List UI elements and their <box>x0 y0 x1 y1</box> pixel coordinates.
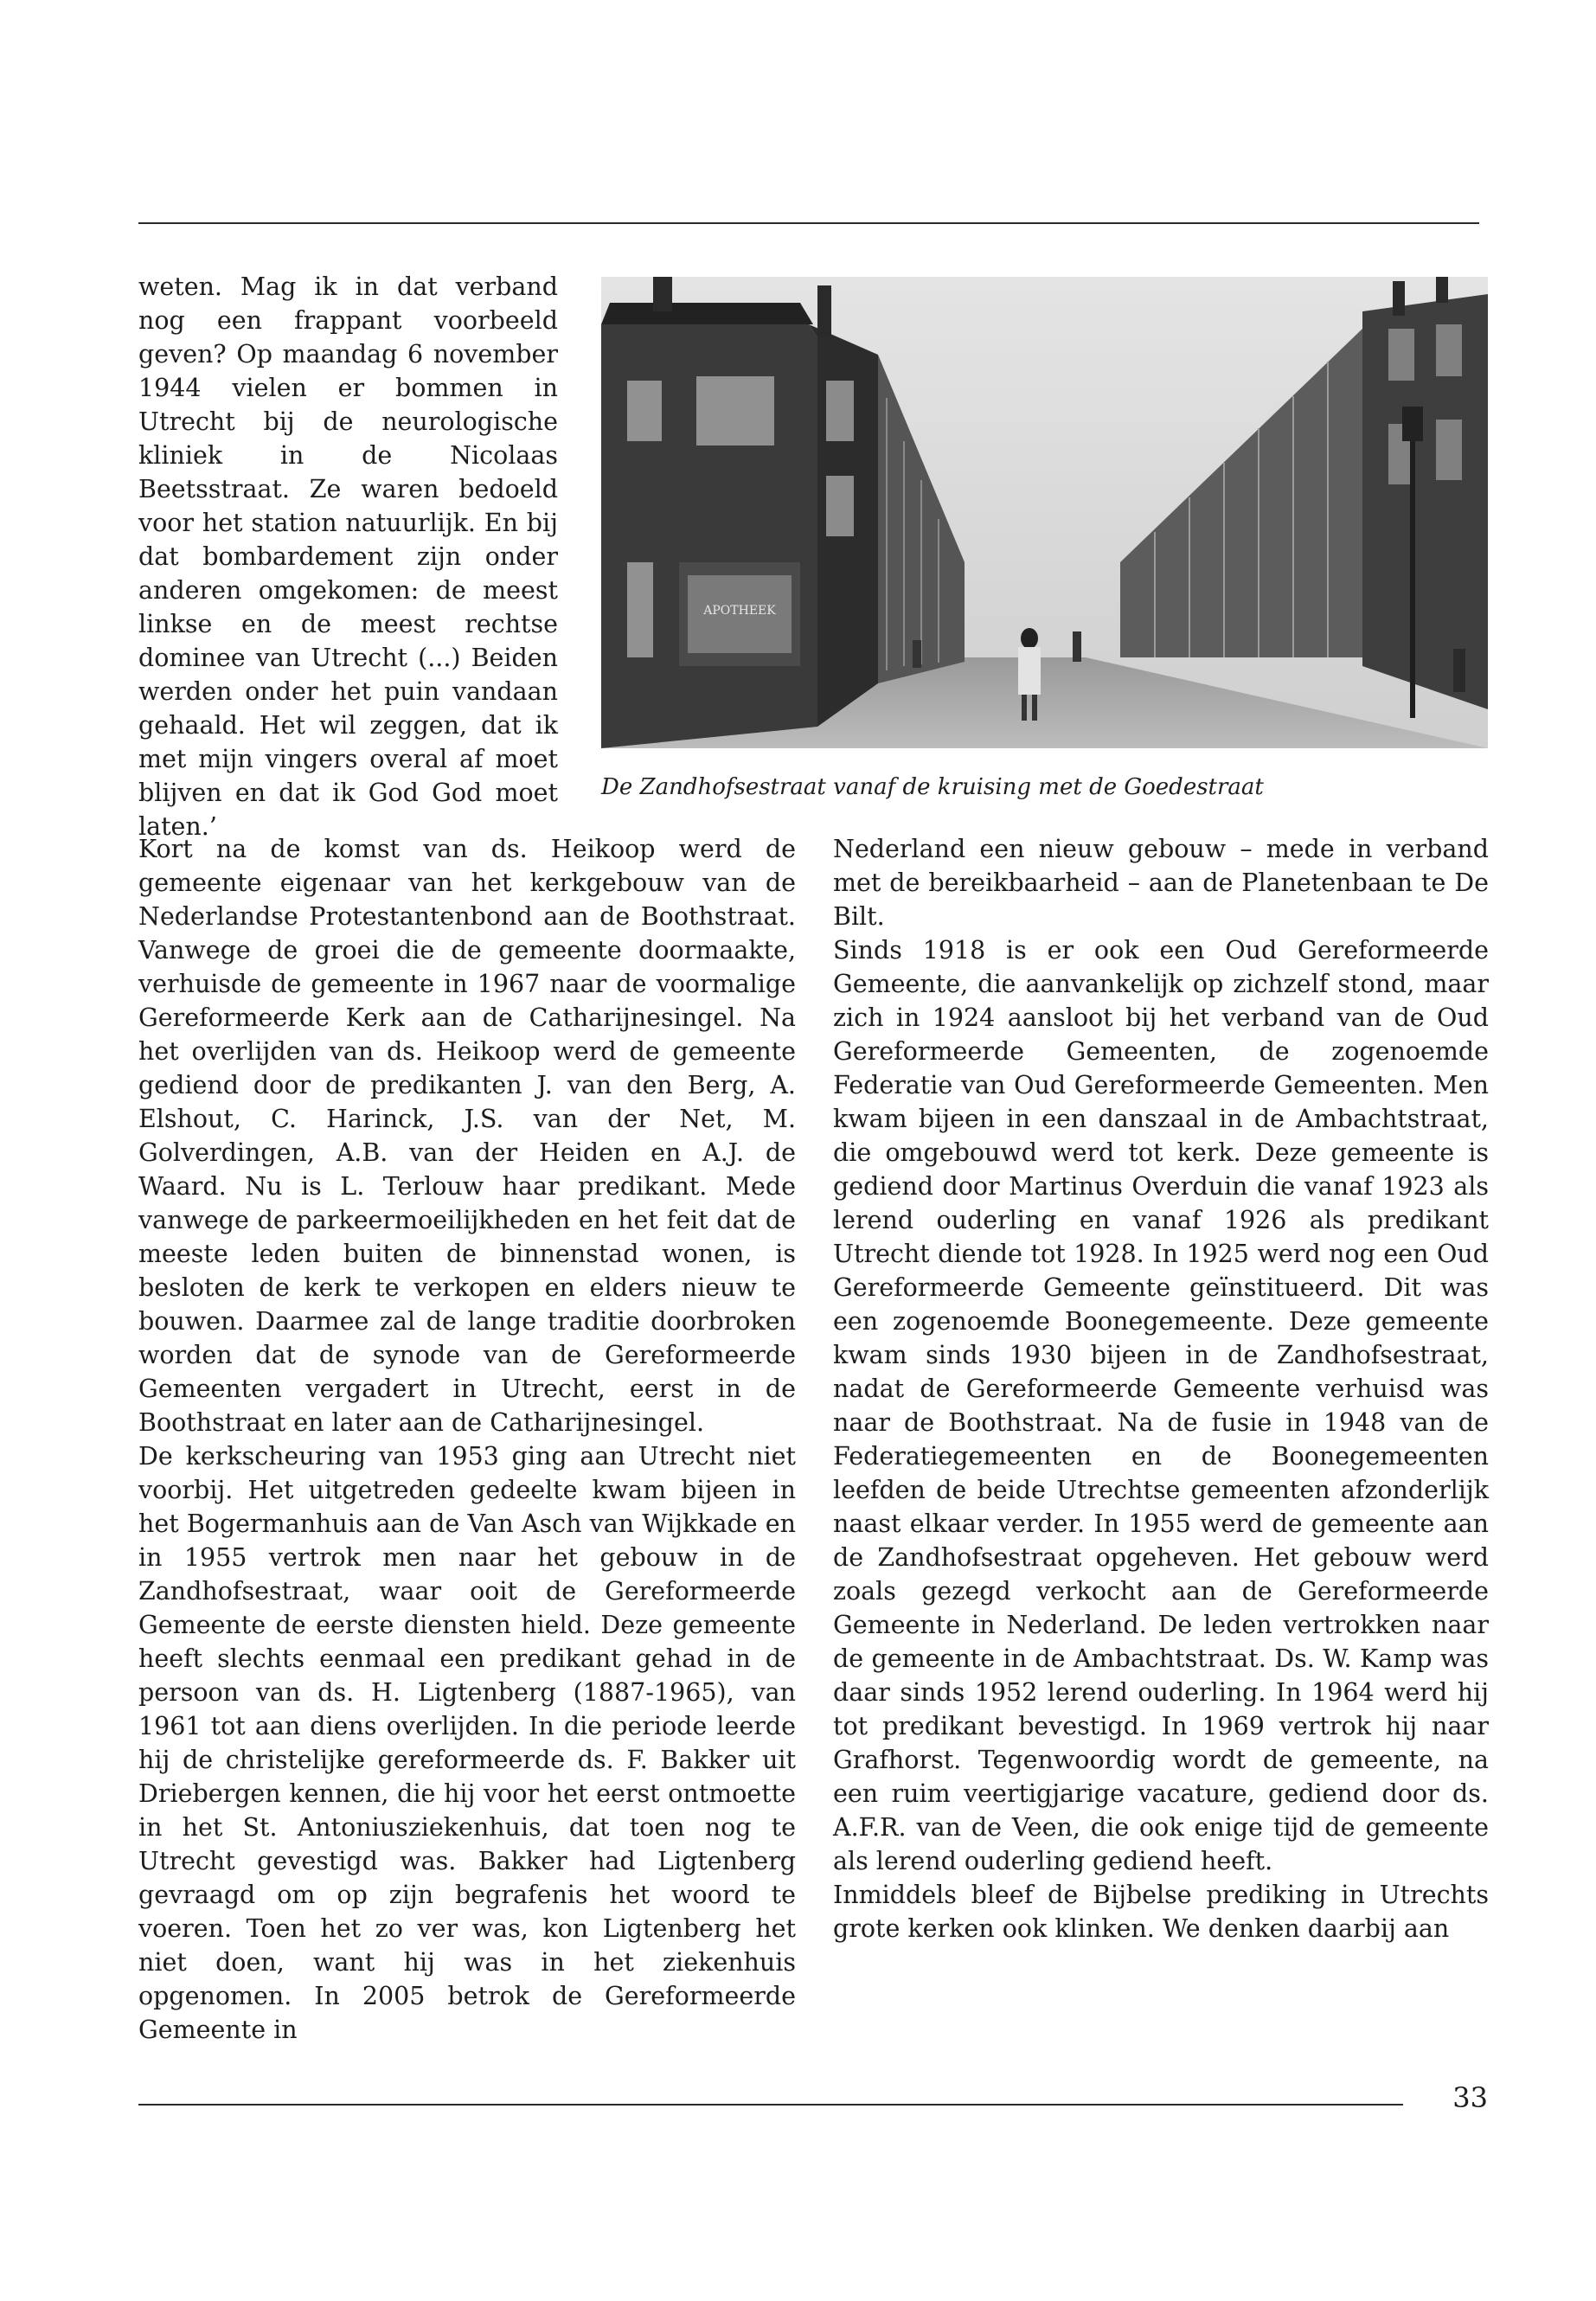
paragraph: Kort na de komst van ds. Heikoop werd de gemeente eigenaar van het kerkgebouw van de Nederlandse Protestantenbond aan de Boothstraat. Vanwege de groei die de gemeente doormaakte, verhuisde de gemeente in 1967 naar de voormalige Gereformeerde Kerk aan de Catharijnesingel. Na het overlijden van ds. Heikoop werd de gemeente gediend door de predikanten J. van den Berg, A. Elshout, C. Harinck, J.S. van der Net, M. Golverdingen, A.B. van der Heiden en A.J. de Waard. Nu is L. Terlouw haar predikant. Mede vanwege de parkeermoeilijkheden en het feit dat de meeste leden buiten de binnenstad wonen, is besloten de kerk te verkopen en elders nieuw te bouwen. Daarmee zal de lange traditie doorbroken worden dat de synode van de Gereformeerde Gemeenten vergadert in Utrecht, eerst in de Boothstraat en later aan de Catharijnesingel. <box>138 835 796 1437</box>
top-left-text-column <box>138 270 558 843</box>
left-text-column <box>138 832 796 2047</box>
shop-sign: APOTHEEK <box>703 604 776 618</box>
street-photo <box>601 277 1488 748</box>
right-text-column <box>833 832 1489 1945</box>
photo-caption: De Zandhofsestraat vanaf de kruising met de Goedestraat <box>601 774 1264 800</box>
paragraph: weten. Mag ik in dat verband nog een frappant voorbeeld geven? Op maandag 6 november 1944 vielen er bommen in Utrecht bij de neurologische kliniek in de Nicolaas Beetsstraat. Ze waren bedoeld voor het station natuurlijk. En bij dat bombardement zijn onder anderen omgekomen: de meest linkse en de meest rechtse dominee van Utrecht (...) Beiden werden onder het puin vandaan gehaald. Het wil zeggen, dat ik met mijn vingers overal af moet blijven en dat ik God God moet laten.’ <box>138 272 558 841</box>
bottom-rule <box>138 2104 1403 2106</box>
paragraph: Nederland een nieuw gebouw – mede in verband met de bereikbaarheid – aan de Planetenbaan te De Bilt. <box>833 835 1489 931</box>
paragraph: Inmiddels bleef de Bijbelse prediking in Utrechts grote kerken ook klinken. We denken daarbij aan <box>833 1881 1489 1943</box>
top-rule <box>138 222 1479 224</box>
paragraph: Sinds 1918 is er ook een Oud Gereformeerde Gemeente, die aanvankelijk op zichzelf stond, maar zich in 1924 aansloot bij het verband van de Oud Gereformeerde Gemeenten, de zogenoemde Federatie van Oud Gereformeerde Gemeenten. Men kwam bijeen in een danszaal in de Ambachtstraat, die omgebouwd werd tot kerk. Deze gemeente is gediend door Martinus Overduin die vanaf 1923 als lerend ouderling en vanaf 1926 als predikant Utrecht diende tot 1928. In 1925 werd nog een Oud Gereformeerde Gemeente geïnstitueerd. Dit was een zogenoemde Boonegemeente. Deze gemeente kwam sinds 1930 bijeen in de Zandhofsestraat, nadat de Gereformeerde Gemeente verhuisd was naar de Boothstraat. Na de fusie in 1948 van de Federatiegemeenten en de Boonegemeenten leefden de beide Utrechtse gemeenten afzonderlijk naast elkaar verder. In 1955 werd de gemeente aan de Zandhofsestraat opgeheven. Het gebouw werd zoals gezegd verkocht aan de Gereformeerde Gemeente in Nederland. De leden vertrokken naar de gemeente in de Ambachtstraat. Ds. W. Kamp was daar sinds 1952 lerend ouderling. In 1964 werd hij tot predikant bevestigd. In 1969 vertrok hij naar Grafhorst. Tegenwoordig wordt de gemeente, na een ruim veertigjarige vacature, gediend door ds. A.F.R. van de Veen, die ook enige tijd de gemeente als lerend ouderling gediend heeft. <box>833 936 1489 1875</box>
paragraph: De kerkscheuring van 1953 ging aan Utrecht niet voorbij. Het uitgetreden gedeelte kwam bijeen in het Bogermanhuis aan de Van Asch van Wijkkade en in 1955 vertrok men naar het gebouw in de Zandhofsestraat, waar ooit de Gereformeerde Gemeente de eerste diensten hield. Deze gemeente heeft slechts eenmaal een predikant gehad in de persoon van ds. H. Ligtenberg (1887-1965), van 1961 tot aan diens overlijden. In die periode leerde hij de christelijke gereformeerde ds. F. Bakker uit Driebergen kennen, die hij voor het eerst ontmoette in het St. Antoniusziekenhuis, dat toen nog te Utrecht gevestigd was. Bakker had Ligtenberg gevraagd om op zijn begrafenis het woord te voeren. Toen het zo ver was, kon Ligtenberg het niet doen, want hij was in het ziekenhuis opgenomen. In 2005 betrok de Gereformeerde Gemeente in <box>138 1442 796 2044</box>
page-number: 33 <box>1452 2081 1488 2114</box>
street-photo-illustration <box>601 277 1488 748</box>
